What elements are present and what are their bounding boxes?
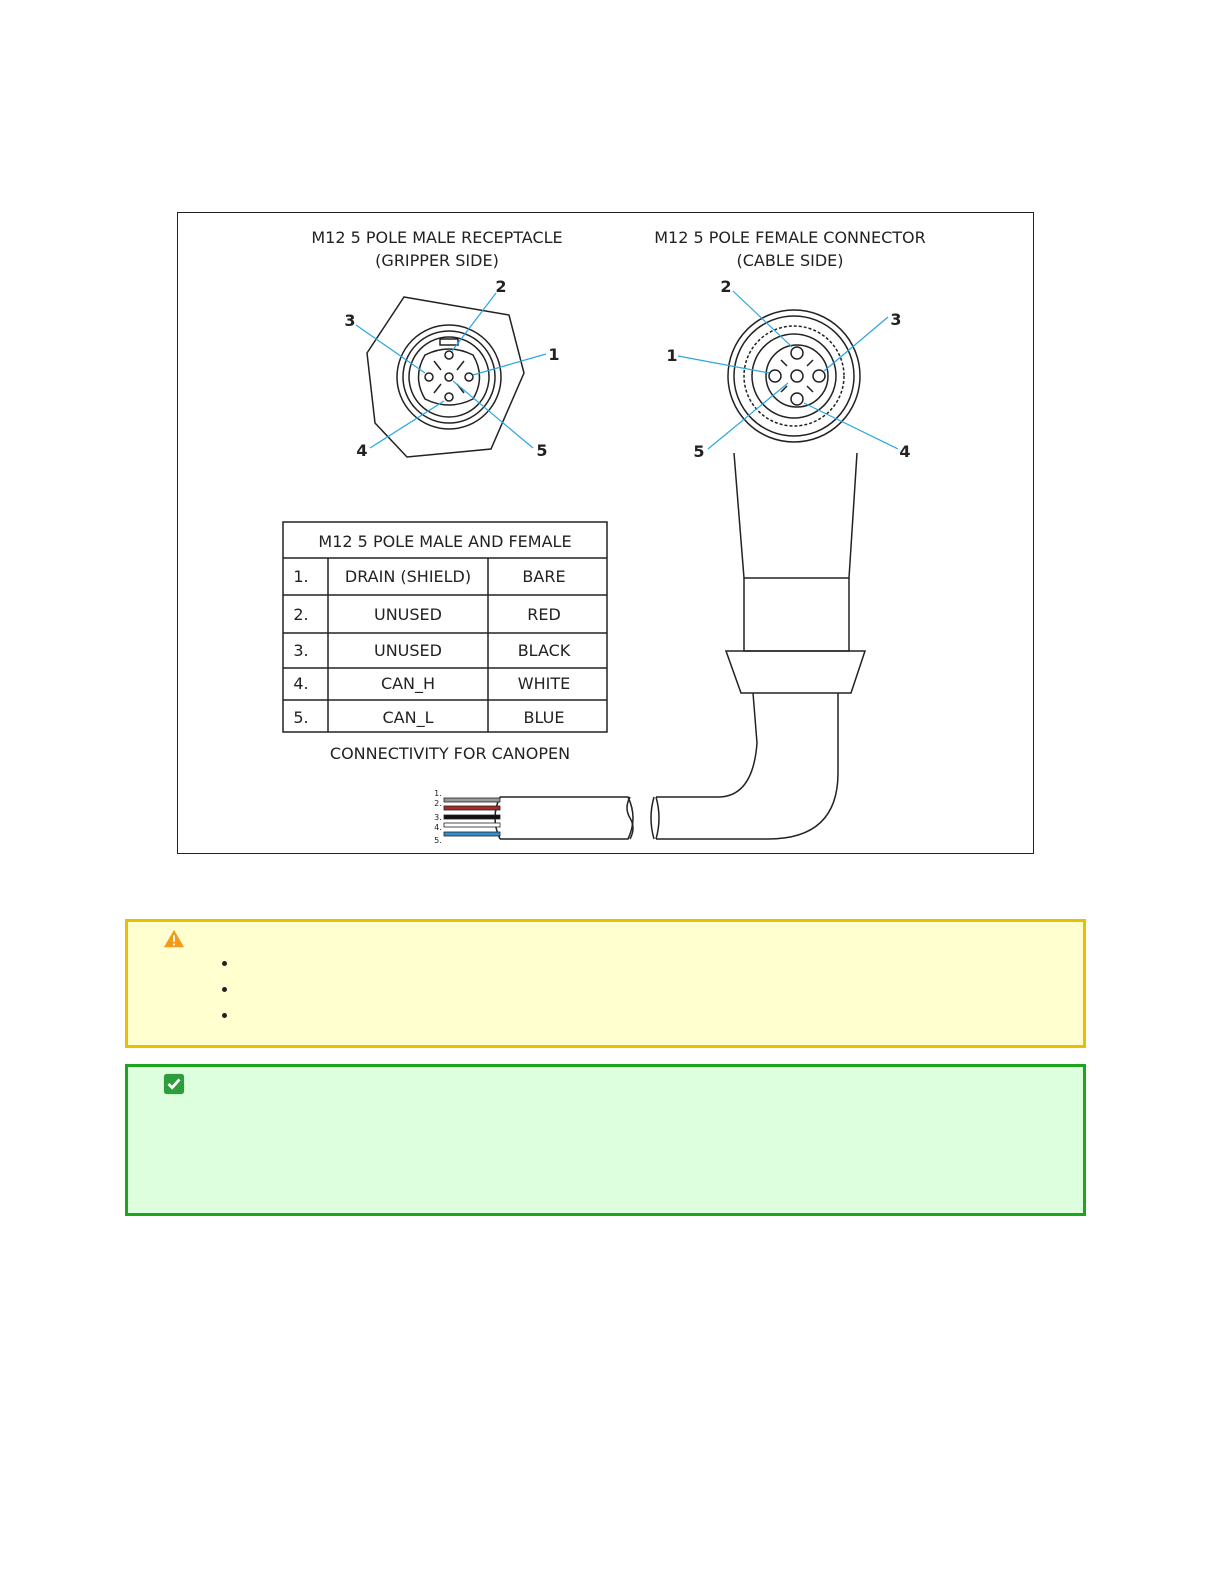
pinout-table	[283, 522, 607, 732]
table-row-3-color: BLACK	[517, 641, 571, 660]
table-row-2-num: 2.	[293, 605, 309, 624]
table-row-3-num: 3.	[293, 641, 309, 660]
table-row-4-signal: CAN_H	[380, 674, 436, 693]
wire-1-number: 1.	[434, 789, 442, 798]
table-row-1-signal: DRAIN (SHIELD)	[344, 567, 472, 586]
female-pin-2-label: 2	[720, 277, 732, 296]
wire-3-number: 3.	[434, 813, 442, 822]
wire-4	[444, 823, 500, 827]
table-header: M12 5 POLE MALE AND FEMALE	[318, 532, 572, 551]
female-pin-leaders	[678, 291, 898, 449]
male-title-line1: M12 5 POLE MALE RECEPTACLE	[311, 228, 563, 247]
success-admonition	[125, 1064, 1086, 1216]
wire-2	[444, 806, 500, 810]
table-row-5-num: 5.	[293, 708, 309, 727]
female-pin-4-label: 4	[899, 442, 911, 461]
table-row-4-num: 4.	[293, 674, 309, 693]
female-pin-5-label: 5	[693, 442, 705, 461]
table-row-3-signal: UNUSED	[374, 641, 442, 660]
wire-5-number: 5.	[434, 836, 442, 845]
wire-5	[444, 832, 500, 836]
male-receptacle-drawing	[367, 297, 524, 457]
male-pin-5-label: 5	[536, 441, 548, 460]
diagram-caption: CONNECTIVITY FOR CANOPEN	[329, 744, 571, 763]
table-row-5-color: BLUE	[523, 708, 565, 727]
table-row-2-color: RED	[527, 605, 561, 624]
warning-bullet-list	[218, 950, 238, 1028]
wiring-diagram-figure	[177, 212, 1034, 854]
table-row-2-signal: UNUSED	[374, 605, 442, 624]
warning-triangle-icon	[163, 928, 185, 950]
female-pin-1-label: 1	[666, 346, 678, 365]
male-pin-2-label: 2	[495, 277, 507, 296]
table-row-4-color: WHITE	[517, 674, 571, 693]
female-title-line2: (CABLE SIDE)	[736, 251, 844, 270]
cable-wires	[444, 798, 500, 836]
check-square-icon	[163, 1073, 185, 1095]
wire-1	[444, 798, 500, 802]
male-title-line2: (GRIPPER SIDE)	[375, 251, 499, 270]
table-row-1-color: BARE	[522, 567, 566, 586]
warning-admonition	[125, 919, 1086, 1048]
table-row-5-signal: CAN_L	[382, 708, 434, 727]
table-row-1-num: 1.	[293, 567, 309, 586]
female-pin-3-label: 3	[890, 310, 902, 329]
male-pin-4-label: 4	[356, 441, 368, 460]
female-connector-drawing	[651, 310, 865, 839]
male-pin-1-label: 1	[548, 345, 560, 364]
male-pin-3-label: 3	[344, 311, 356, 330]
male-pin-leaders	[356, 293, 546, 448]
female-title-line1: M12 5 POLE FEMALE CONNECTOR	[654, 228, 926, 247]
connector-diagram	[178, 213, 1035, 855]
cable-end-drawing	[495, 797, 633, 839]
wire-2-number: 2.	[434, 799, 442, 808]
wire-3	[444, 815, 500, 819]
wire-4-number: 4.	[434, 823, 442, 832]
